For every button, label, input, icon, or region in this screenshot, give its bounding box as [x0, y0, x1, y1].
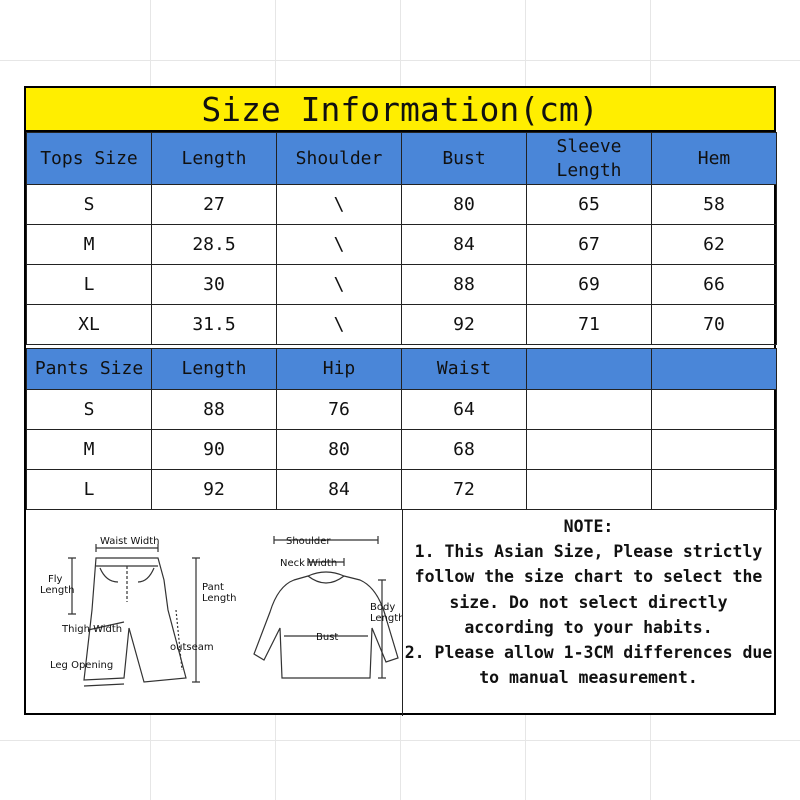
pants-pocket — [100, 568, 118, 582]
table-row — [27, 305, 777, 345]
table-cell: L — [27, 265, 152, 305]
outseam-label: outseam — [170, 642, 214, 653]
table-cell: 62 — [652, 225, 777, 265]
table-row — [27, 430, 777, 470]
note-block — [403, 510, 774, 720]
table-cell: M — [27, 225, 152, 265]
table-cell: 65 — [527, 185, 652, 225]
fly-length-label: Fly Length — [40, 574, 75, 596]
tops-size-table — [26, 132, 777, 345]
table-cell: 71 — [527, 305, 652, 345]
table-cell: 30 — [152, 265, 277, 305]
header-cell: Tops Size — [27, 133, 152, 185]
pant-length-arrow — [192, 558, 200, 682]
table-cell — [527, 470, 652, 510]
sweater-outline-shape — [254, 572, 398, 678]
header-cell: Hem — [652, 133, 777, 185]
pant-length-label: Pant Length — [202, 582, 237, 604]
note-line-1: 1. This Asian Size, Please strictly follow the size chart to select the size. Do not select directly according to your habits. — [414, 542, 763, 637]
table-cell: S — [27, 185, 152, 225]
table-cell: 84 — [277, 470, 402, 510]
table-cell: 92 — [152, 470, 277, 510]
leg-opening-label: Leg Opening — [50, 660, 114, 671]
header-cell — [527, 349, 652, 390]
table-cell: 84 — [402, 225, 527, 265]
guide-line — [0, 60, 800, 61]
page-title: Size Information(cm) — [26, 88, 774, 132]
header-cell: Waist — [402, 349, 527, 390]
table-row — [27, 265, 777, 305]
guide-line — [0, 740, 800, 741]
table-header-row — [27, 133, 777, 185]
body-length-arrow — [378, 580, 386, 678]
table-cell — [652, 430, 777, 470]
table-cell: 28.5 — [152, 225, 277, 265]
table-row — [27, 470, 777, 510]
pants-pocket — [138, 568, 154, 582]
table-cell: 27 — [152, 185, 277, 225]
header-cell: Hip — [277, 349, 402, 390]
table-cell: 88 — [402, 265, 527, 305]
table-cell: 66 — [652, 265, 777, 305]
header-cell: Length — [152, 133, 277, 185]
table-cell: \ — [277, 305, 402, 345]
table-cell: 58 — [652, 185, 777, 225]
table-cell: 92 — [402, 305, 527, 345]
header-cell: Bust — [402, 133, 527, 185]
table-cell: 76 — [277, 390, 402, 430]
table-cell — [527, 430, 652, 470]
leg-opening-arrow — [84, 684, 124, 686]
table-row — [27, 390, 777, 430]
table-cell: S — [27, 390, 152, 430]
table-cell: 80 — [277, 430, 402, 470]
pants-size-table — [26, 348, 777, 510]
table-cell — [652, 390, 777, 430]
table-cell: XL — [27, 305, 152, 345]
measurement-diagram — [26, 510, 403, 716]
table-cell: L — [27, 470, 152, 510]
table-cell: 70 — [652, 305, 777, 345]
table-cell: 88 — [152, 390, 277, 430]
table-header-row — [27, 349, 777, 390]
note-line-2: 2. Please allow 1-3CM differences due to manual measurement. — [404, 643, 773, 688]
table-cell: \ — [277, 225, 402, 265]
table-cell: 67 — [527, 225, 652, 265]
header-cell — [652, 349, 777, 390]
header-cell: Sleeve Length — [527, 133, 652, 185]
thigh-width-label: Thigh Width — [62, 624, 123, 635]
table-cell: 72 — [402, 470, 527, 510]
header-cell: Length — [152, 349, 277, 390]
table-cell: 68 — [402, 430, 527, 470]
measurement-diagram-svg — [26, 510, 402, 716]
neck-width-label: Neck Width — [280, 558, 338, 569]
table-cell: 80 — [402, 185, 527, 225]
table-cell — [527, 390, 652, 430]
table-cell: \ — [277, 185, 402, 225]
table-cell: 31.5 — [152, 305, 277, 345]
header-cell: Shoulder — [277, 133, 402, 185]
table-cell: 64 — [402, 390, 527, 430]
shoulder-label: Shoulder — [286, 536, 331, 547]
table-cell: M — [27, 430, 152, 470]
table-cell: 69 — [527, 265, 652, 305]
sweater-neckline — [308, 576, 344, 583]
table-row — [27, 225, 777, 265]
table-cell — [652, 470, 777, 510]
header-cell: Pants Size — [27, 349, 152, 390]
note-heading: NOTE: — [563, 517, 614, 536]
body-length-label: Body Length — [370, 602, 402, 624]
table-cell: \ — [277, 265, 402, 305]
bust-label: Bust — [316, 632, 339, 643]
table-cell: 90 — [152, 430, 277, 470]
bottom-section — [26, 509, 774, 716]
waist-width-label: Waist Width — [100, 536, 160, 547]
table-row — [27, 185, 777, 225]
size-chart — [24, 86, 776, 715]
